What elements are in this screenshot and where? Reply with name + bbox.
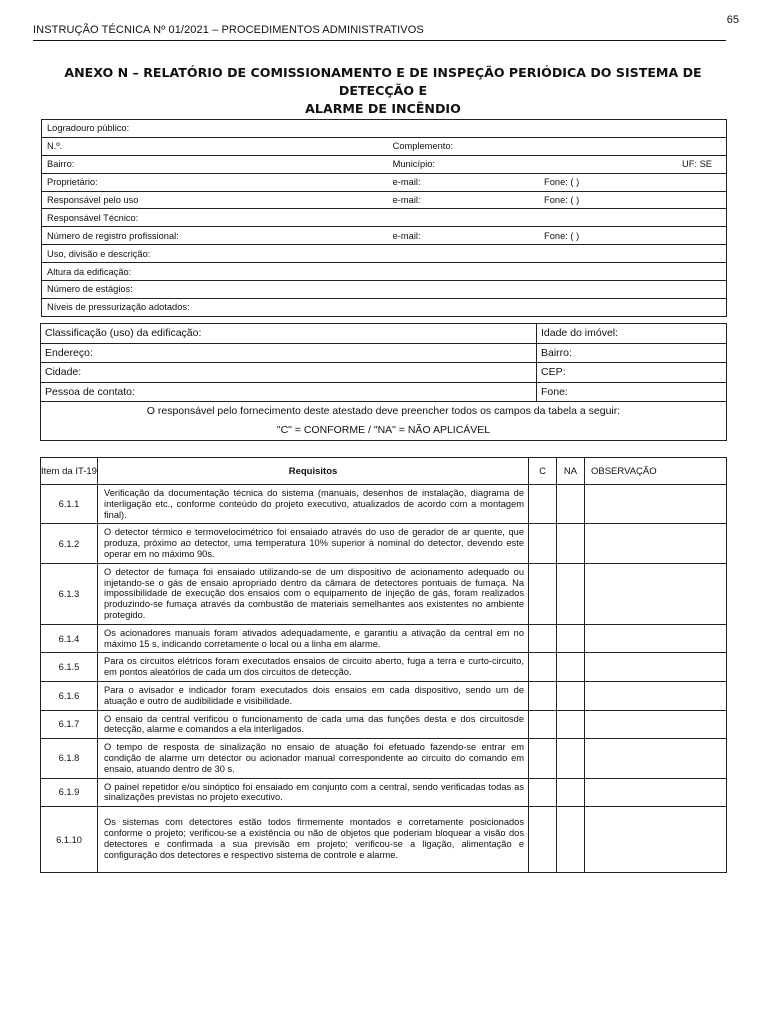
nao-aplicavel-cell[interactable] xyxy=(557,807,585,873)
table-row xyxy=(41,324,727,344)
conforme-cell[interactable] xyxy=(529,681,557,710)
observacao-cell[interactable] xyxy=(585,681,727,710)
item-code: 6.1.9 xyxy=(41,778,98,807)
registro-field[interactable]: Número de registro profissional: xyxy=(42,227,388,245)
table-row xyxy=(41,563,727,624)
contato-field[interactable]: Pessoa de contato: xyxy=(41,382,537,402)
observacao-cell[interactable] xyxy=(585,807,727,873)
table-row xyxy=(41,778,727,807)
logradouro-field[interactable]: Logradouro público: xyxy=(42,120,727,138)
conforme-cell[interactable] xyxy=(529,807,557,873)
nao-aplicavel-cell[interactable] xyxy=(557,681,585,710)
responsavel-uso-field[interactable]: Responsável pelo uso xyxy=(42,191,388,209)
table-row xyxy=(41,343,727,363)
observacao-header: OBSERVAÇÃO xyxy=(585,458,727,485)
cep-field[interactable]: CEP: xyxy=(537,363,727,383)
conforme-cell[interactable] xyxy=(529,563,557,624)
nao-aplicavel-cell[interactable] xyxy=(557,710,585,739)
table-row xyxy=(42,137,727,155)
classificacao-field[interactable]: Classificação (uso) da edificação: xyxy=(41,324,537,344)
table-row xyxy=(42,245,727,263)
item-code: 6.1.6 xyxy=(41,681,98,710)
page-number: 65 xyxy=(726,14,739,26)
identification-table xyxy=(41,119,727,317)
table-row xyxy=(41,485,727,524)
table-row xyxy=(42,227,727,245)
idade-field[interactable]: Idade do imóvel: xyxy=(537,324,727,344)
table-row xyxy=(42,209,727,227)
estagios-field[interactable]: Número de estágios: xyxy=(42,281,727,299)
nao-aplicavel-header: NA xyxy=(557,458,585,485)
building-table xyxy=(40,323,727,441)
item-code: 6.1.4 xyxy=(41,624,98,653)
responsavel-uso-email-field[interactable]: e-mail: xyxy=(388,191,539,209)
table-row xyxy=(41,653,727,682)
table-row xyxy=(41,624,727,653)
nao-aplicavel-cell[interactable] xyxy=(557,739,585,778)
registro-email-field[interactable]: e-mail: xyxy=(388,227,539,245)
conforme-cell[interactable] xyxy=(529,624,557,653)
registro-fone-field[interactable]: Fone: ( ) xyxy=(539,227,726,245)
legend-line: "C" = CONFORME / "NA" = NÃO APLICÁVEL xyxy=(276,424,491,436)
table-row xyxy=(42,281,727,299)
conforme-cell[interactable] xyxy=(529,778,557,807)
nao-aplicavel-cell[interactable] xyxy=(557,485,585,524)
cidade-field[interactable]: Cidade: xyxy=(41,363,537,383)
requirement-text: O tempo de resposta de sinalização no ensaio de atuação foi efetuado fazendo-se entrar em condição de alarme um detector ou acionador manual correspondente ao circuito do comando em ensaio, atuando dentro de 30 s. xyxy=(98,739,529,778)
table-row xyxy=(41,363,727,383)
table-row xyxy=(41,681,727,710)
item-code: 6.1.5 xyxy=(41,653,98,682)
conforme-cell[interactable] xyxy=(529,710,557,739)
item-code: 6.1.7 xyxy=(41,710,98,739)
uso-field[interactable]: Uso, divisão e descrição: xyxy=(42,245,727,263)
nao-aplicavel-cell[interactable] xyxy=(557,563,585,624)
requirement-text: O detector de fumaça foi ensaiado utilizando-se de um dispositivo de acionamento adequado ou injetando-se o gás de ensaio apropriado dentro da câmara de detectores pontuais de fumaça. Na impossibilidade de execução dos ensaios com o equipamento de injeção de gás, foram realizados produzindo-se fumaça através da combustão de materiais semelhantes aos existentes no ambiente protegido. xyxy=(98,563,529,624)
requisitos-header: Requisitos xyxy=(98,458,529,485)
observacao-cell[interactable] xyxy=(585,524,727,563)
observacao-cell[interactable] xyxy=(585,563,727,624)
conforme-cell[interactable] xyxy=(529,524,557,563)
requirement-text: O ensaio da central verificou o funcionamento de cada uma das funções desta e dos circuitosde detecção, alarme e comandos a ela interligados. xyxy=(98,710,529,739)
requirement-text: Os acionadores manuais foram ativados adequadamente, e garantiu a ativação da central em no máximo 15 s, indicando corretamente o local ou a linha em alarme. xyxy=(98,624,529,653)
responsavel-tecnico-field[interactable]: Responsável Técnico: xyxy=(42,209,727,227)
title-line-2: ALARME DE INCÊNDIO xyxy=(305,101,461,116)
observacao-cell[interactable] xyxy=(585,653,727,682)
nao-aplicavel-cell[interactable] xyxy=(557,624,585,653)
numero-field[interactable]: N.º. xyxy=(42,137,388,155)
proprietario-fone-field[interactable]: Fone: ( ) xyxy=(539,173,726,191)
title-line-1: ANEXO N – RELATÓRIO DE COMISSIONAMENTO E DE INSPEÇÃO PERIÓDICA DO SISTEMA DE DETECÇÃO E xyxy=(64,65,702,98)
bairro-field[interactable]: Bairro: xyxy=(42,155,388,173)
table-row xyxy=(42,298,727,316)
item-code: 6.1.8 xyxy=(41,739,98,778)
item-code: 6.1.2 xyxy=(41,524,98,563)
requirement-text: Para o avisador e indicador foram executados dois ensaios em cada dispositivo, sendo um de atuação e outro de audibilidade e visibilidade. xyxy=(98,681,529,710)
running-header: INSTRUÇÃO TÉCNICA Nº 01/2021 – PROCEDIMENTOS ADMINISTRATIVOS xyxy=(33,24,424,36)
requirement-text: O detector térmico e termovelocimétrico foi ensaiado através do uso de gerador de ar quente, que produza, próximo ao detector, uma temperatura 10% superior à nominal do detector, devendo este operar em no máximo 90s. xyxy=(98,524,529,563)
altura-field[interactable]: Altura da edificação: xyxy=(42,263,727,281)
checklist-table xyxy=(40,457,727,873)
municipio-field[interactable]: Município: xyxy=(388,155,539,173)
table-row xyxy=(41,524,727,563)
table-row xyxy=(41,382,727,402)
requirement-text: Para os circuitos elétricos foram executados ensaios de circuito aberto, fuga a terra e curto-circuito, em pontos aleatórios de cada um dos circuitos de detecção. xyxy=(98,653,529,682)
complemento-field[interactable]: Complemento: xyxy=(388,137,727,155)
nao-aplicavel-cell[interactable] xyxy=(557,524,585,563)
header-rule xyxy=(33,40,726,41)
responsavel-uso-fone-field[interactable]: Fone: ( ) xyxy=(539,191,726,209)
observacao-cell[interactable] xyxy=(585,739,727,778)
pressurizacao-field[interactable]: Níveis de pressurização adotados: xyxy=(42,298,727,316)
conforme-cell[interactable] xyxy=(529,653,557,682)
proprietario-email-field[interactable]: e-mail: xyxy=(388,173,539,191)
table-row xyxy=(42,173,727,191)
item-code: 6.1.10 xyxy=(41,807,98,873)
conforme-cell[interactable] xyxy=(529,739,557,778)
bairro-field[interactable]: Bairro: xyxy=(537,343,727,363)
table-row xyxy=(41,402,727,441)
table-row xyxy=(42,155,727,173)
table-row xyxy=(42,263,727,281)
requirement-text: O painel repetidor e/ou sinóptico foi ensaiado em conjunto com a central, sendo verificadas todas as sinalizações previstas no projeto executivo. xyxy=(98,778,529,807)
proprietario-field[interactable]: Proprietário: xyxy=(42,173,388,191)
endereco-field[interactable]: Endereço: xyxy=(41,343,537,363)
table-row xyxy=(42,120,727,138)
observacao-cell[interactable] xyxy=(585,485,727,524)
fone-field[interactable]: Fone: xyxy=(537,382,727,402)
item-header: Item da IT-19 xyxy=(41,458,98,485)
nao-aplicavel-cell[interactable] xyxy=(557,653,585,682)
instructions-note xyxy=(41,402,727,441)
table-row xyxy=(41,739,727,778)
item-code: 6.1.3 xyxy=(41,563,98,624)
table-row xyxy=(41,807,727,873)
document-title xyxy=(40,64,726,118)
requirement-text: Verificação da documentação técnica do sistema (manuais, desenhos de instalação, diagrama de interligação etc., conforme conteúdo do projeto executivo, atualizados de acordo com a montagem final). xyxy=(98,485,529,524)
conforme-cell[interactable] xyxy=(529,485,557,524)
table-row xyxy=(42,191,727,209)
item-code: 6.1.1 xyxy=(41,485,98,524)
observacao-cell[interactable] xyxy=(585,710,727,739)
conforme-header: C xyxy=(529,458,557,485)
instructions-line: O responsável pelo fornecimento deste atestado deve preencher todos os campos da tabela a seguir: xyxy=(146,405,621,417)
table-row xyxy=(41,710,727,739)
requirement-text: Os sistemas com detectores estão todos firmemente montados e corretamente posicionados conforme o projeto; verificou-se a existência ou não de objetos que poderiam bloquear a visão dos detectores e confirmada a sua previsão em projeto; verificou-se a ligação, alimentação e configuração dos detectores e respectivo sistema de controle e alarme. xyxy=(98,807,529,873)
checklist-header-row xyxy=(41,458,727,485)
uf-field[interactable]: UF: SE xyxy=(539,155,726,173)
nao-aplicavel-cell[interactable] xyxy=(557,778,585,807)
observacao-cell[interactable] xyxy=(585,778,727,807)
observacao-cell[interactable] xyxy=(585,624,727,653)
